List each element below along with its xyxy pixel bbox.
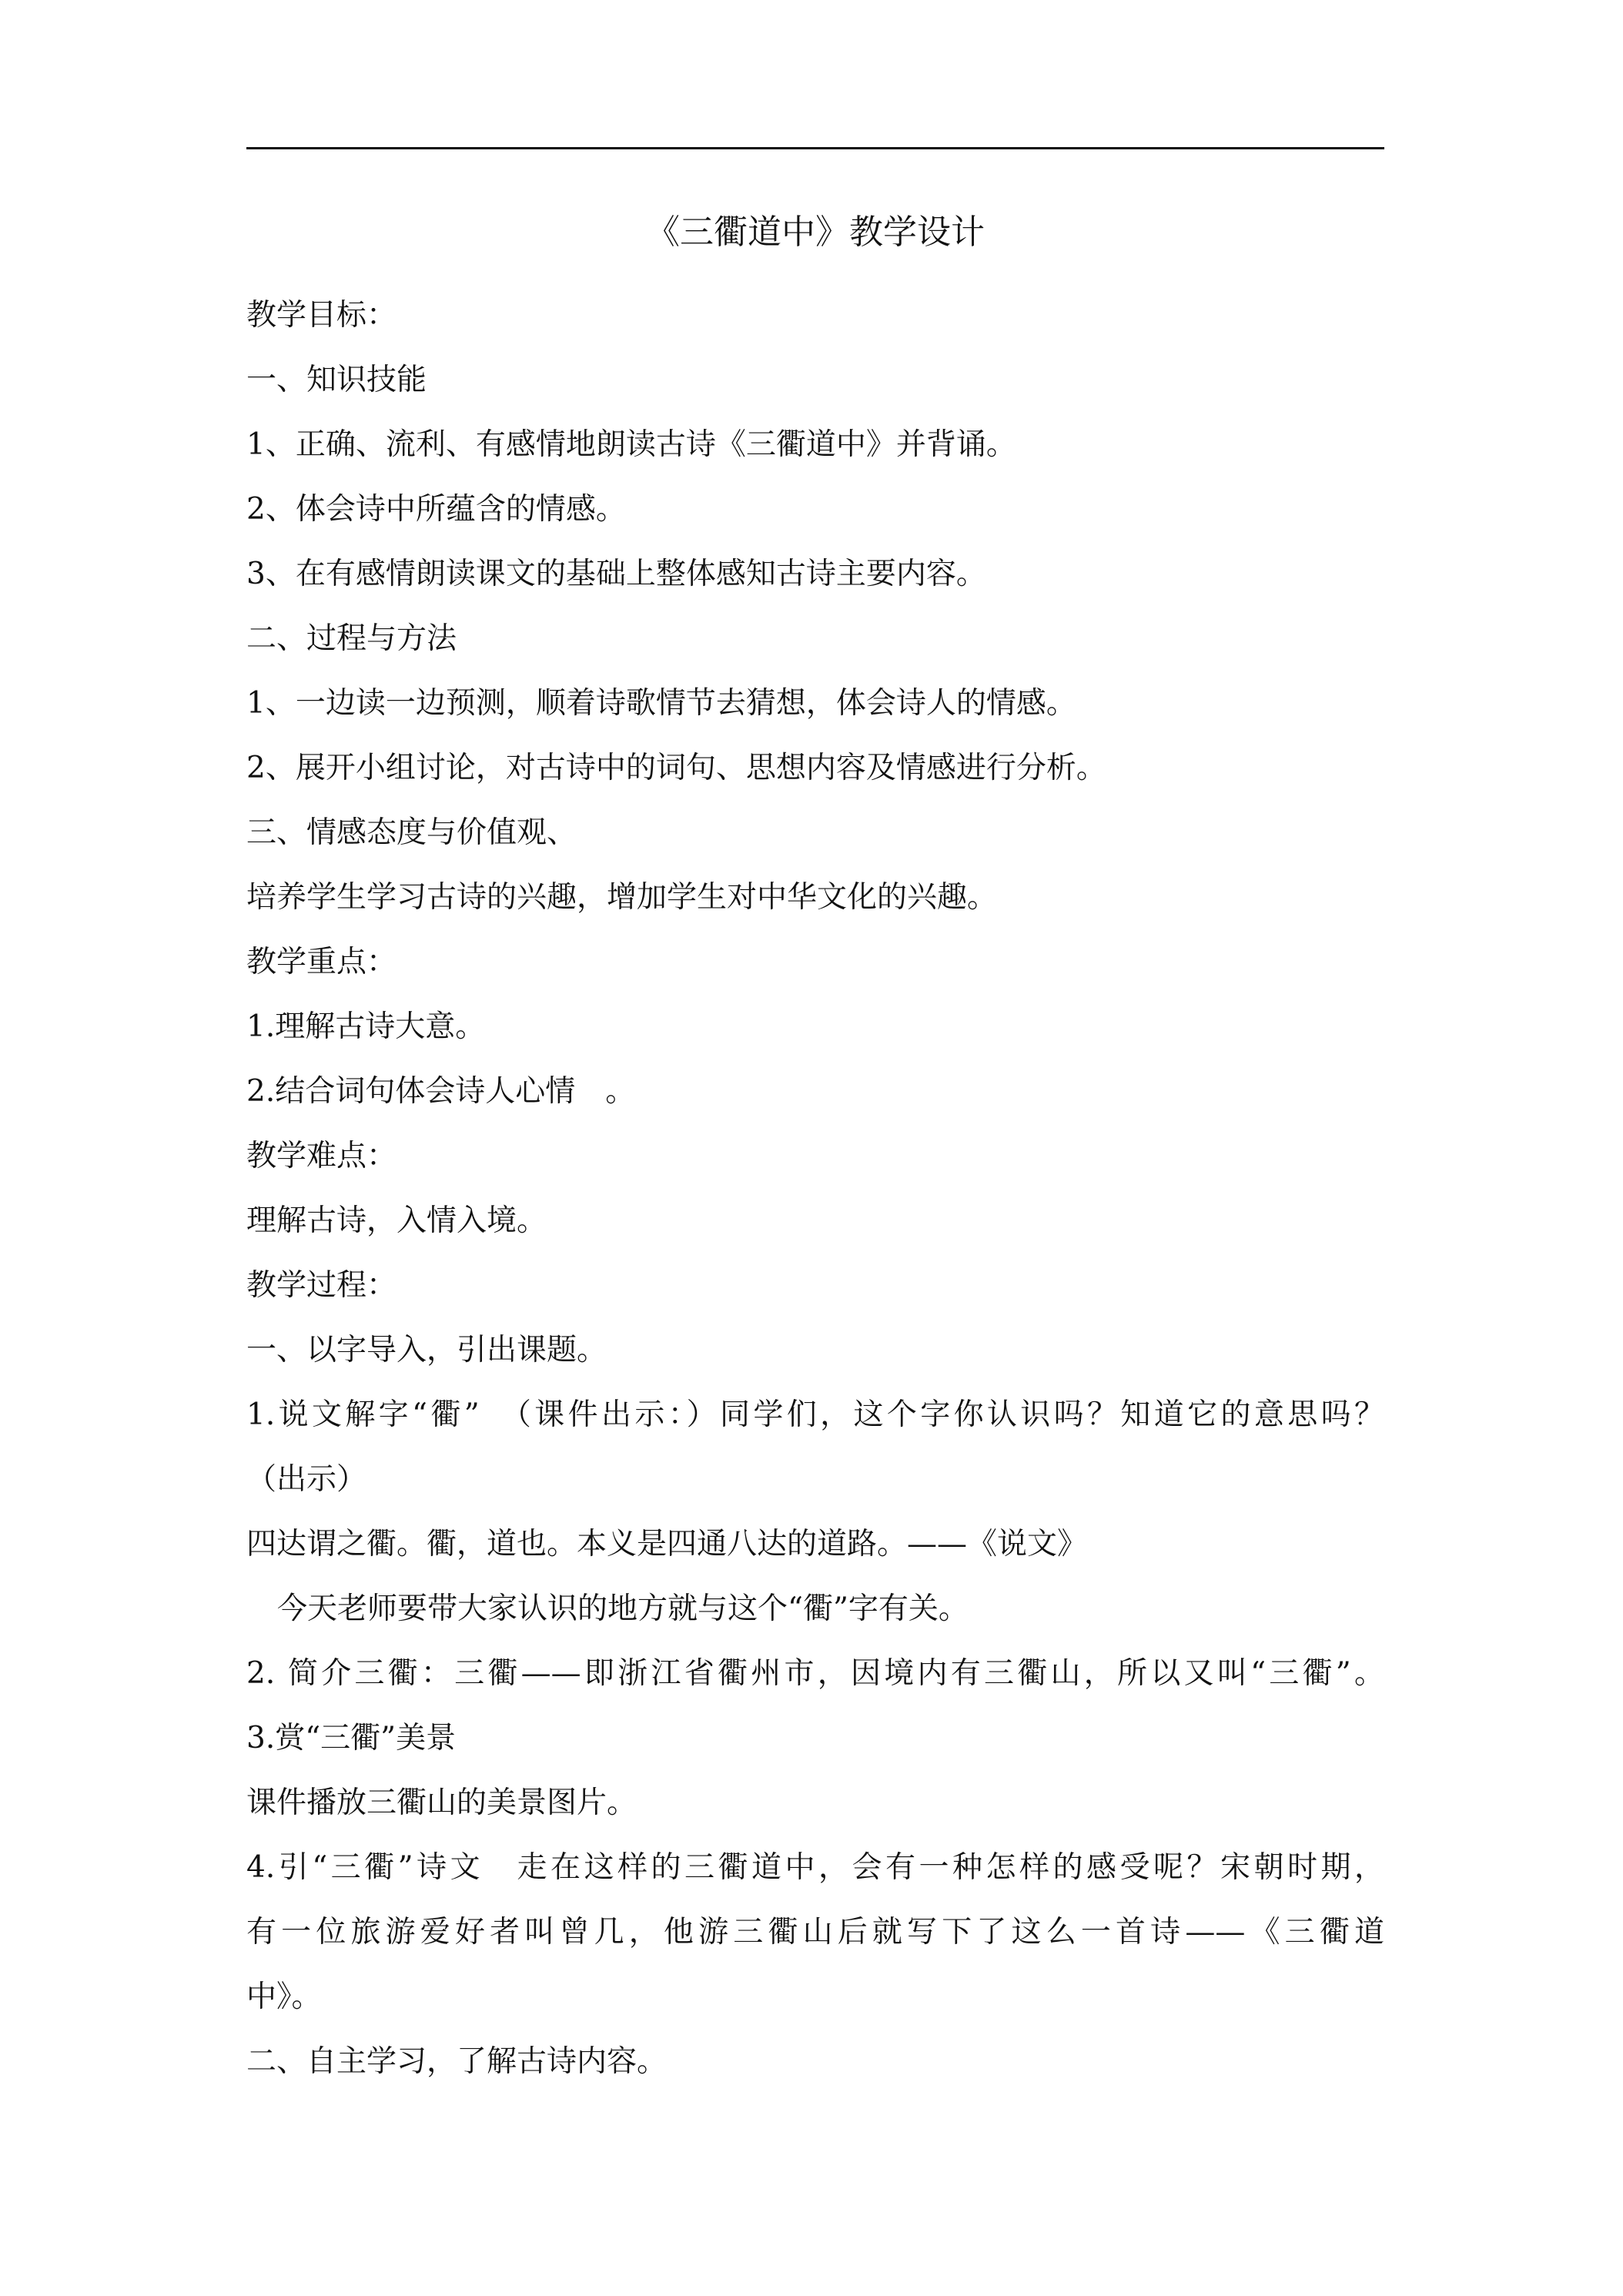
subheading-attitude-values: 三、情感态度与价值观、 xyxy=(246,815,577,850)
paragraph-line: （出示） xyxy=(246,1462,367,1497)
header-rule xyxy=(246,147,1384,149)
section-heading-process: 教学过程： xyxy=(246,1268,397,1303)
subheading-process-method: 二、过程与方法 xyxy=(246,621,457,656)
paragraph-line: 中》。 xyxy=(246,1980,322,2014)
key-point-item: 2.结合词句体会诗人心情 。 xyxy=(246,1074,636,1109)
key-point-item: 1.理解古诗大意。 xyxy=(246,1009,486,1044)
process-step-heading: 一、以字导入，引出课题。 xyxy=(246,1333,607,1367)
objective-item: 1、正确、流利、有感情地朗读古诗《三衢道中》并背诵。 xyxy=(246,427,1016,462)
section-heading-key-points: 教学重点： xyxy=(246,945,397,979)
paragraph-line: 有一位旅游爱好者叫曾几，他游三衢山后就写下了这么一首诗——《三衢道 xyxy=(246,1915,1384,1950)
section-heading-objectives: 教学目标： xyxy=(246,298,397,333)
process-step-heading: 二、自主学习，了解古诗内容。 xyxy=(246,2044,668,2079)
section-heading-difficulties: 教学难点： xyxy=(246,1139,397,1173)
process-item: 1、一边读一边预测，顺着诗歌情节去猜想，体会诗人的情感。 xyxy=(246,686,1076,721)
paragraph-line: 今天老师要带大家认识的地方就与这个“衢”字有关。 xyxy=(277,1591,969,1626)
paragraph-line: 2. 简介三衢：三衢——即浙江省衢州市，因境内有三衢山，所以又叫“三衢”。 xyxy=(246,1656,1384,1691)
paragraph-line: 1.说文解字“衢” （课件出示：）同学们，这个字你认识吗？知道它的意思吗？ xyxy=(246,1397,1384,1432)
subheading-knowledge-skills: 一、知识技能 xyxy=(246,363,427,397)
objective-item: 2、体会诗中所蕴含的情感。 xyxy=(246,492,626,527)
attitude-item: 培养学生学习古诗的兴趣，增加学生对中华文化的兴趣。 xyxy=(246,880,998,915)
paragraph-line: 4.引“三衢”诗文 走在这样的三衢道中，会有一种怎样的感受呢？宋朝时期， xyxy=(246,1850,1384,1885)
paragraph-line: 课件播放三衢山的美景图片。 xyxy=(246,1786,637,1820)
objective-item: 3、在有感情朗读课文的基础上整体感知古诗主要内容。 xyxy=(246,557,986,591)
paragraph-line: 3.赏“三衢”美景 xyxy=(246,1721,457,1755)
difficulty-item: 理解古诗，入情入境。 xyxy=(246,1203,547,1238)
quote-line: 四达谓之衢。衢，道也。本义是四通八达的道路。——《说文》 xyxy=(246,1527,1088,1561)
document-title: 《三衢道中》教学设计 xyxy=(646,213,985,252)
process-item: 2、展开小组讨论，对古诗中的词句、思想内容及情感进行分析。 xyxy=(246,751,1106,785)
